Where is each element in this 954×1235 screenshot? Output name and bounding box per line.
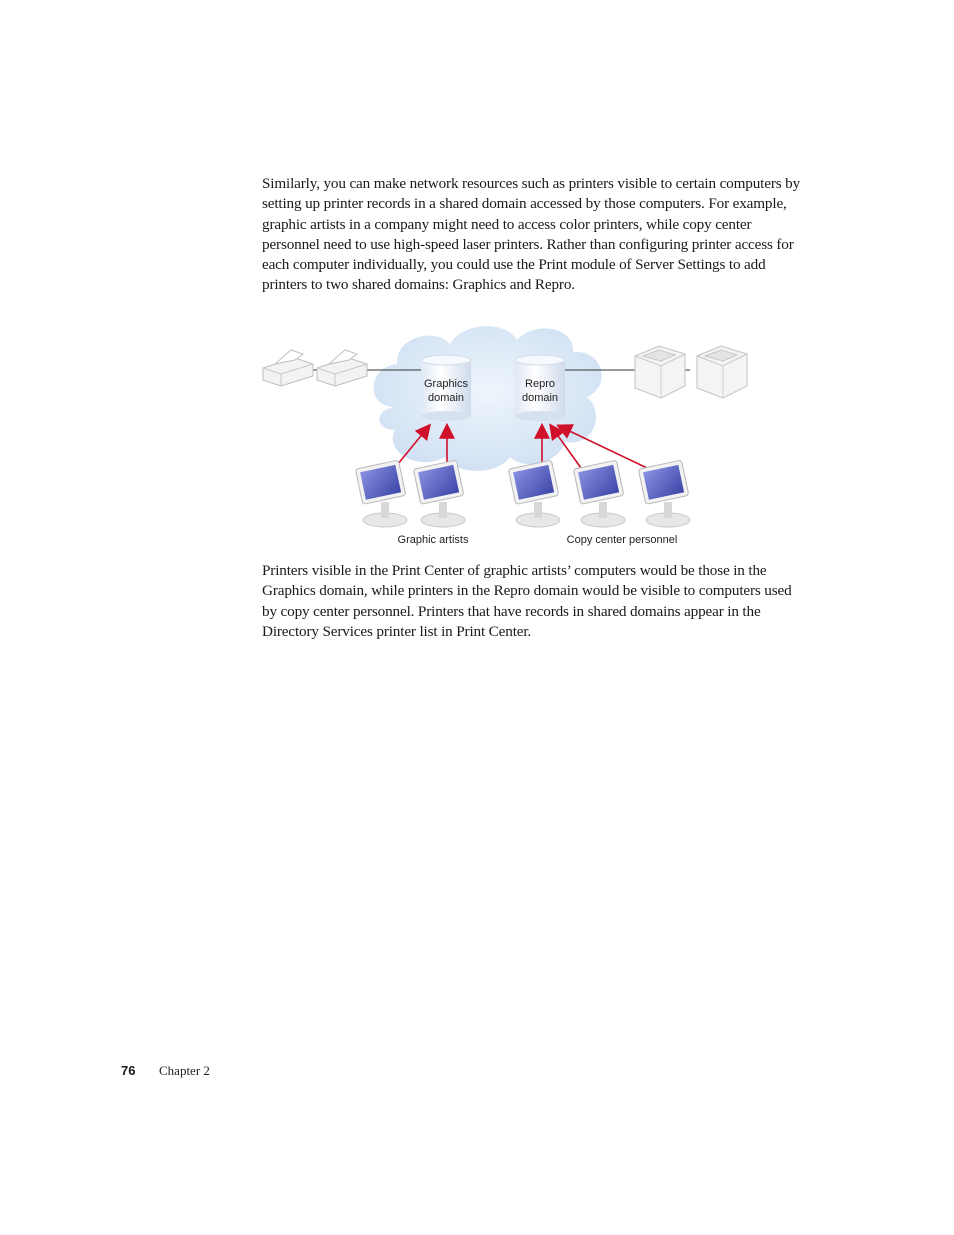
graphics-domain-label-1: Graphics — [423, 378, 469, 390]
page-number: 76 — [121, 1063, 136, 1078]
imac-computer-icon — [413, 460, 465, 527]
imac-computer-icon — [573, 460, 625, 527]
caption-copy-center: Copy center personnel — [566, 534, 678, 546]
imac-computer-icon — [355, 460, 407, 527]
caption-graphic-artists: Graphic artists — [397, 534, 469, 546]
shared-domains-figure — [255, 312, 775, 552]
inkjet-printer-icon — [317, 350, 367, 386]
inkjet-printer-icon — [263, 350, 313, 386]
imac-computer-icon — [638, 460, 690, 527]
graphics-domain-cylinder — [421, 355, 471, 421]
intro-paragraph: Similarly, you can make network resources such as printers visible to certain computers by setting up printer records in a shared domain accessed by those computers. For example, graphic artists in a company might need to access color printers, while copy center personnel need to use high-speed laser printers. Rather than configuring printer access for each computer individually, you could use the Print module of Server Settings to add printers to two shared domains: Graphics and Repro. — [262, 175, 801, 294]
outro-paragraph: Printers visible in the Print Center of graphic artists’ computers would be those in the Graphics domain, while printers in the Repro domain would be visible to computers used by copy center personnel. Printers that have records in shared domains appear in the Directory Services printer list in Print Center. — [262, 562, 792, 640]
page-footer — [121, 1063, 210, 1079]
chapter-label: Chapter 2 — [159, 1063, 210, 1078]
laser-printer-icon — [697, 346, 747, 398]
repro-domain-label-2: domain — [521, 392, 559, 404]
repro-domain-cylinder — [515, 355, 565, 421]
graphics-domain-label-2: domain — [427, 392, 465, 404]
repro-domain-label-1: Repro — [525, 378, 555, 390]
laser-printer-icon — [635, 346, 685, 398]
imac-computer-icon — [508, 460, 560, 527]
